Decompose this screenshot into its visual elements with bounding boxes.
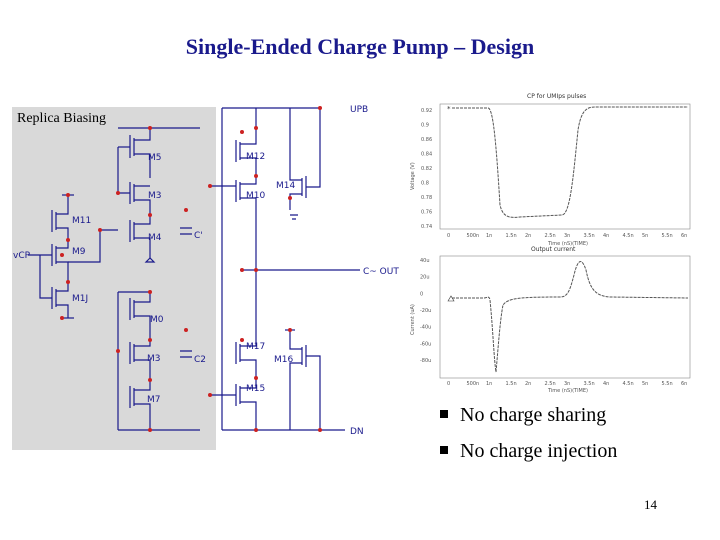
bottom-y-tick-label: -60u <box>420 341 432 348</box>
bullet-square-icon <box>440 410 448 418</box>
c1-label: C' <box>194 231 203 241</box>
upb-label: UPB <box>350 105 369 115</box>
bottom-y-tick-label: -40u <box>420 324 432 331</box>
m9-transistor <box>52 240 68 282</box>
m5-label: M5 <box>148 153 162 163</box>
m15-label: M15 <box>246 384 266 394</box>
dn-label: DN <box>350 427 364 437</box>
top-x-tick-label: 1.5n <box>505 233 517 239</box>
vcp-label: vCP <box>13 251 31 261</box>
bottom-x-tick-label: 4n <box>603 381 610 387</box>
top-y-tick-label: 0.76 <box>421 209 433 216</box>
m10a-label: M1J <box>72 294 89 304</box>
bullet-square-icon <box>440 446 448 454</box>
top-x-tick-label: 5n <box>642 233 649 239</box>
m14-transistor <box>290 108 306 210</box>
top-x-tick-label: 2.5n <box>544 233 556 239</box>
bullet-list <box>440 402 617 474</box>
bottom-y-tick-label: 40u <box>420 258 430 264</box>
capacitor-c2 <box>180 351 192 357</box>
top-x-tick-label: 4n <box>603 233 610 239</box>
top-y-tick-label: 0.86 <box>421 137 433 143</box>
replica-biasing-label: Replica Biasing <box>17 111 107 126</box>
top-x-tick-label: 3.5n <box>583 233 595 239</box>
bottom-x-tick-label: 5.5n <box>661 381 673 387</box>
m10a-transistor <box>52 282 68 318</box>
c2-label: C2 <box>194 355 207 365</box>
m3b-label: M3 <box>147 354 161 364</box>
m11-transistor <box>52 195 68 240</box>
top-y-tick-label: 0.92 <box>421 108 433 114</box>
bottom-plot-ylabel: Current (uA) <box>410 304 416 335</box>
top-y-tick-label: 0.8 <box>421 180 429 187</box>
m17-transistor <box>236 270 256 378</box>
top-waveform-plot <box>410 93 690 247</box>
bottom-plot-title: Output current <box>531 246 576 253</box>
top-plot-title: CP for UMIps pulses <box>527 93 587 100</box>
bottom-waveform-plot <box>410 246 690 394</box>
bottom-x-tick-label: 500n <box>466 381 480 387</box>
m3a-transistor <box>130 182 150 215</box>
bottom-x-tick-label: 6n <box>681 381 688 387</box>
m12-label: M12 <box>246 152 266 162</box>
bottom-plot-xlabel: Time (nS)(TIME) <box>548 388 588 394</box>
top-plot-ylabel: Voltage (V) <box>410 162 416 190</box>
bottom-x-tick-label: 1.5n <box>505 381 517 387</box>
top-x-tick-label: 3n <box>564 233 571 239</box>
m4-label: M4 <box>148 233 162 243</box>
capacitor-c1 <box>180 228 192 234</box>
top-plot-xlabel: Time (nS)(TIME) <box>548 241 588 247</box>
bottom-y-tick-label: 0 <box>420 291 424 298</box>
m3a-label: M3 <box>148 191 162 201</box>
slide-title: Single-Ended Charge Pump – Design <box>185 34 535 59</box>
out-label: C~ OUT <box>363 267 399 277</box>
m5-transistor <box>130 128 150 178</box>
m0-label: M0 <box>150 315 164 325</box>
top-x-tick-label: 2n <box>525 233 532 239</box>
m7-transistor <box>130 380 150 430</box>
m16-label: M16 <box>274 355 294 365</box>
bullet-item: No charge injection <box>440 438 617 474</box>
m4-transistor <box>130 215 150 258</box>
top-x-tick-label: 5.5n <box>661 233 673 239</box>
m10b-label: M10 <box>246 191 266 201</box>
bottom-x-tick-label: 1n <box>486 381 493 387</box>
m14-label: M14 <box>276 181 296 191</box>
top-y-tick-label: 0.78 <box>421 195 433 201</box>
m11-label: M11 <box>72 216 92 226</box>
top-y-tick-label: 0.74 <box>421 224 433 230</box>
top-x-tick-label: 500n <box>466 233 480 239</box>
bottom-x-tick-label: 4.5n <box>622 381 634 387</box>
top-x-tick-label: 4.5n <box>622 233 634 239</box>
bottom-x-tick-label: 3n <box>564 381 571 387</box>
bottom-y-tick-label: 20u <box>420 274 430 281</box>
top-x-tick-label: 6n <box>681 233 688 239</box>
m7-label: M7 <box>147 395 161 405</box>
top-y-tick-label: 0.82 <box>421 166 433 172</box>
bottom-x-tick-label: 5n <box>642 381 649 387</box>
top-x-tick-label: 1n <box>486 233 493 239</box>
top-y-tick-label: 0.9 <box>421 122 429 129</box>
bullet-item: No charge sharing <box>440 402 617 438</box>
bottom-y-tick-label: -20u <box>420 308 432 314</box>
bottom-x-tick-label: 2.5n <box>544 381 556 387</box>
bottom-y-tick-label: -80u <box>420 358 432 364</box>
bottom-x-tick-label: 3.5n <box>583 381 595 387</box>
svg-text:*: * <box>447 105 451 113</box>
m0-transistor <box>130 292 150 340</box>
m9-label: M9 <box>72 247 86 257</box>
bottom-x-tick-label: 2n <box>525 381 532 387</box>
bottom-x-tick-label: 0 <box>447 381 451 387</box>
top-y-tick-label: 0.84 <box>421 151 433 158</box>
m17-label: M17 <box>246 342 266 352</box>
top-x-tick-label: 0 <box>447 233 451 239</box>
schematic-node-dots <box>60 106 322 432</box>
page-number: 14 <box>644 497 657 512</box>
m16-transistor <box>290 330 306 430</box>
